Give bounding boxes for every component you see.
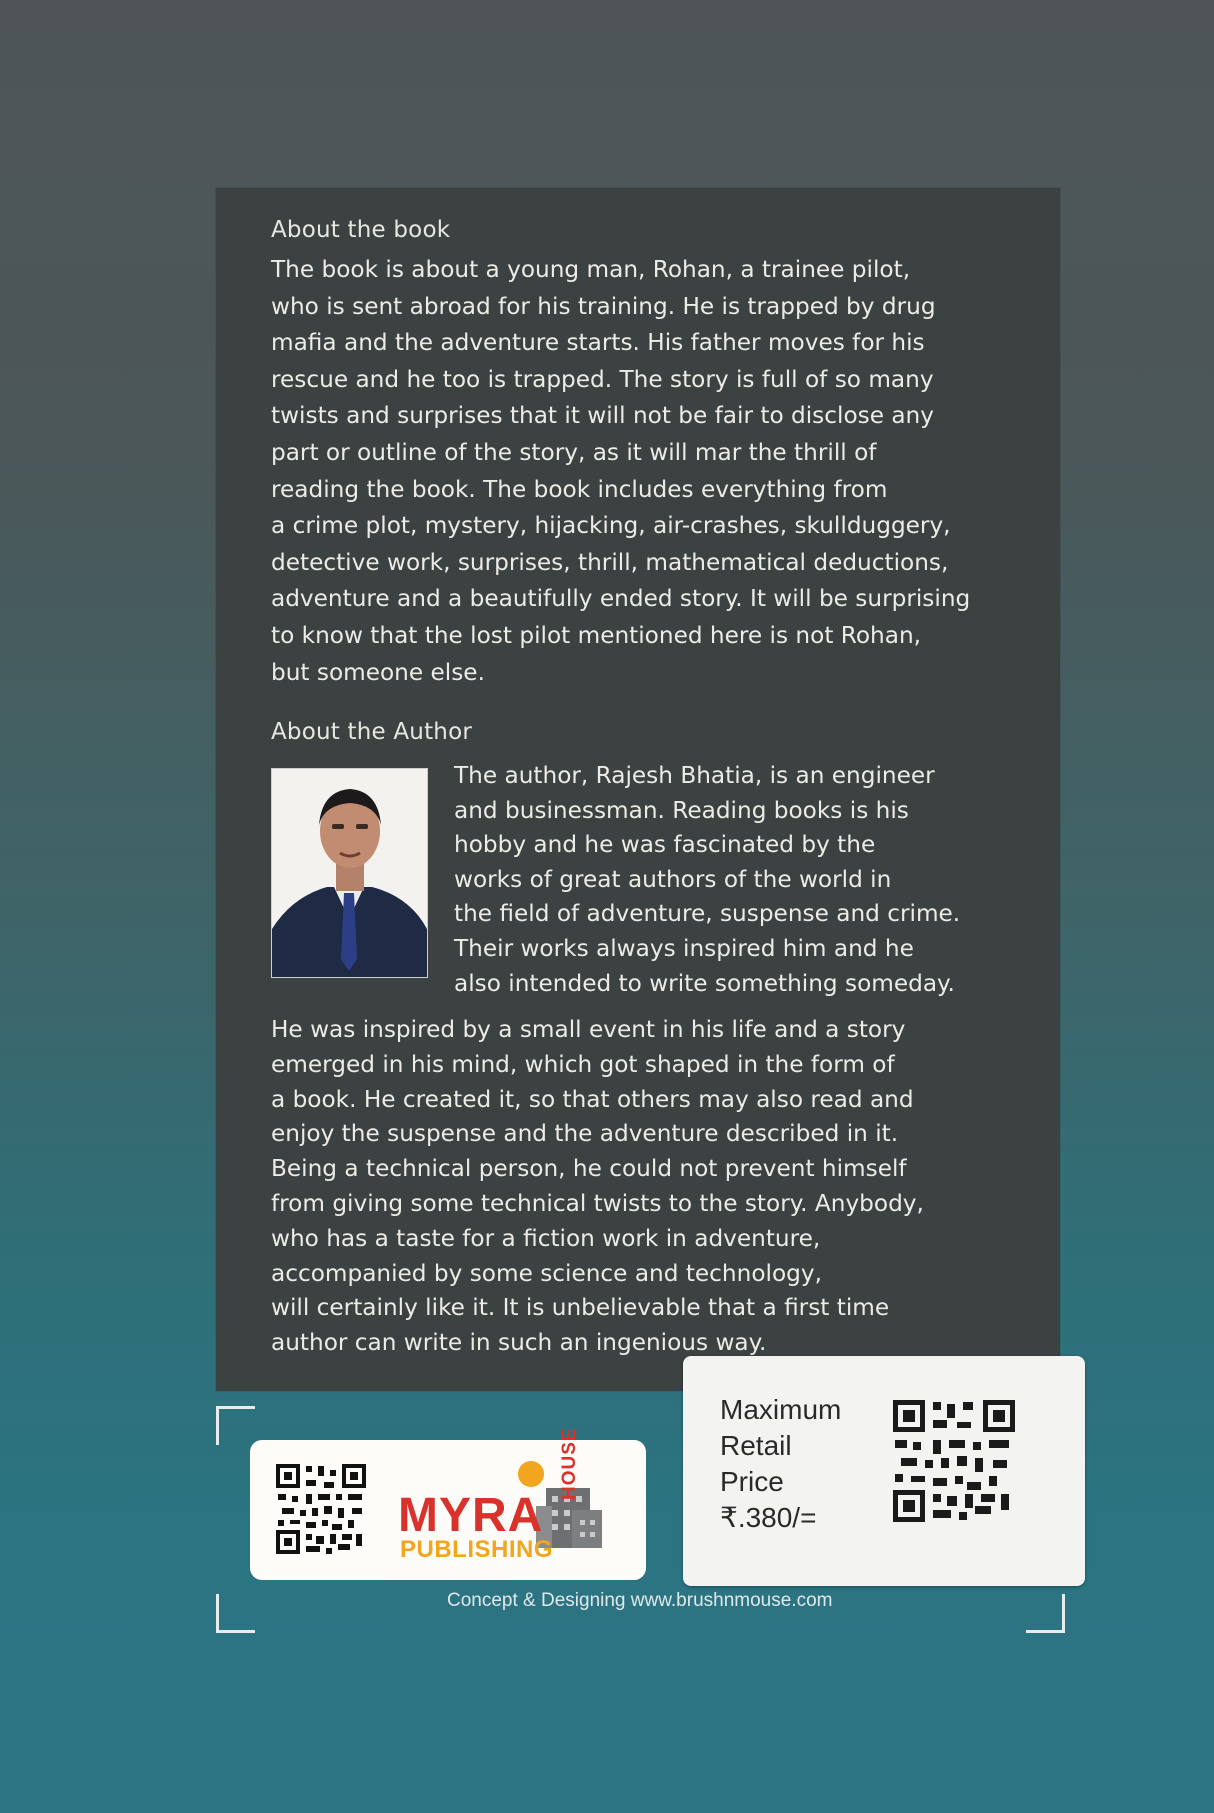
author-bio-text	[271, 1013, 924, 1361]
text-line: hobby and he was fascinated by the	[454, 831, 876, 859]
frame-corner-bottom-left	[216, 1594, 255, 1633]
text-line: to know that the lost pilot mentioned here is not Rohan,	[271, 621, 922, 649]
text-line: accompanied by some science and technology,	[271, 1259, 822, 1287]
price-qr-code-icon	[893, 1400, 1015, 1522]
mrp-line: Retail	[720, 1430, 792, 1461]
text-line: rescue and he too is trapped. The story is full of so many	[271, 365, 934, 393]
text-line: Being a technical person, he could not prevent himself	[271, 1155, 907, 1183]
publisher-card	[250, 1427, 646, 1580]
text-line: adventure and a beautifully ended story. It will be surprising	[271, 585, 971, 613]
text-line: He was inspired by a small event in his life and a story	[271, 1016, 906, 1043]
blurb-panel	[216, 188, 1060, 1391]
text-line: Their works always inspired him and he	[454, 934, 914, 962]
text-line: who is sent abroad for his training. He is trapped by drug	[271, 292, 936, 320]
publisher-name-side: HOUSE	[559, 1427, 580, 1500]
text-line: reading the book. The book includes everything from	[271, 475, 888, 503]
publisher-name-sub: PUBLISHING	[400, 1536, 554, 1563]
text-line: twists and surprises that it will not be fair to disclose any	[271, 402, 934, 430]
mrp-line: Maximum	[720, 1394, 842, 1425]
text-line: The author, Rajesh Bhatia, is an engineer	[454, 762, 935, 789]
mrp-price-sticker	[683, 1356, 1085, 1586]
text-line: emerged in his mind, which got shaped in the form of	[271, 1050, 895, 1078]
mrp-price: ₹.380/=	[720, 1502, 817, 1533]
text-line: mafia and the adventure starts. His father moves for his	[271, 329, 925, 357]
publisher-name-main: MYRA	[398, 1489, 544, 1542]
text-line: a book. He created it, so that others may also read and	[271, 1085, 914, 1113]
text-line: works of great authors of the world in	[454, 865, 892, 893]
mrp-line: Price	[720, 1466, 784, 1497]
text-line: detective work, surprises, thrill, mathematical deductions,	[271, 548, 949, 576]
text-line: author can write in such an ingenious way.	[271, 1329, 767, 1357]
text-line: a crime plot, mystery, hijacking, air-crashes, skullduggery,	[271, 512, 951, 540]
text-line: the field of adventure, suspense and crime.	[454, 900, 961, 928]
about-author-heading: About the Author	[271, 719, 473, 745]
text-line: also intended to write something someday.	[454, 969, 955, 997]
author-photo	[271, 768, 428, 978]
text-line: enjoy the suspense and the adventure described in it.	[271, 1120, 899, 1148]
text-line: but someone else.	[271, 658, 485, 686]
design-credit: Concept & Designing www.brushnmouse.com	[447, 1590, 833, 1611]
frame-corner-bottom-right	[1026, 1594, 1065, 1633]
author-intro-text	[454, 759, 960, 1001]
text-line: from giving some technical twists to the story. Anybody,	[271, 1189, 924, 1217]
author-portrait-image	[272, 769, 427, 977]
text-line: and businessman. Reading books is his	[454, 796, 909, 824]
about-book-text	[271, 252, 970, 691]
text-line: who has a taste for a fiction work in adventure,	[271, 1224, 821, 1252]
publisher-qr-code-icon	[276, 1464, 366, 1554]
frame-corner-top-left	[216, 1406, 255, 1445]
text-line: The book is about a young man, Rohan, a trainee pilot,	[271, 256, 911, 283]
text-line: will certainly like it. It is unbelievable that a first time	[271, 1294, 890, 1322]
mrp-text	[720, 1392, 841, 1536]
about-book-heading: About the book	[271, 217, 451, 243]
text-line: part or outline of the story, as it will mar the thrill of	[271, 438, 877, 466]
